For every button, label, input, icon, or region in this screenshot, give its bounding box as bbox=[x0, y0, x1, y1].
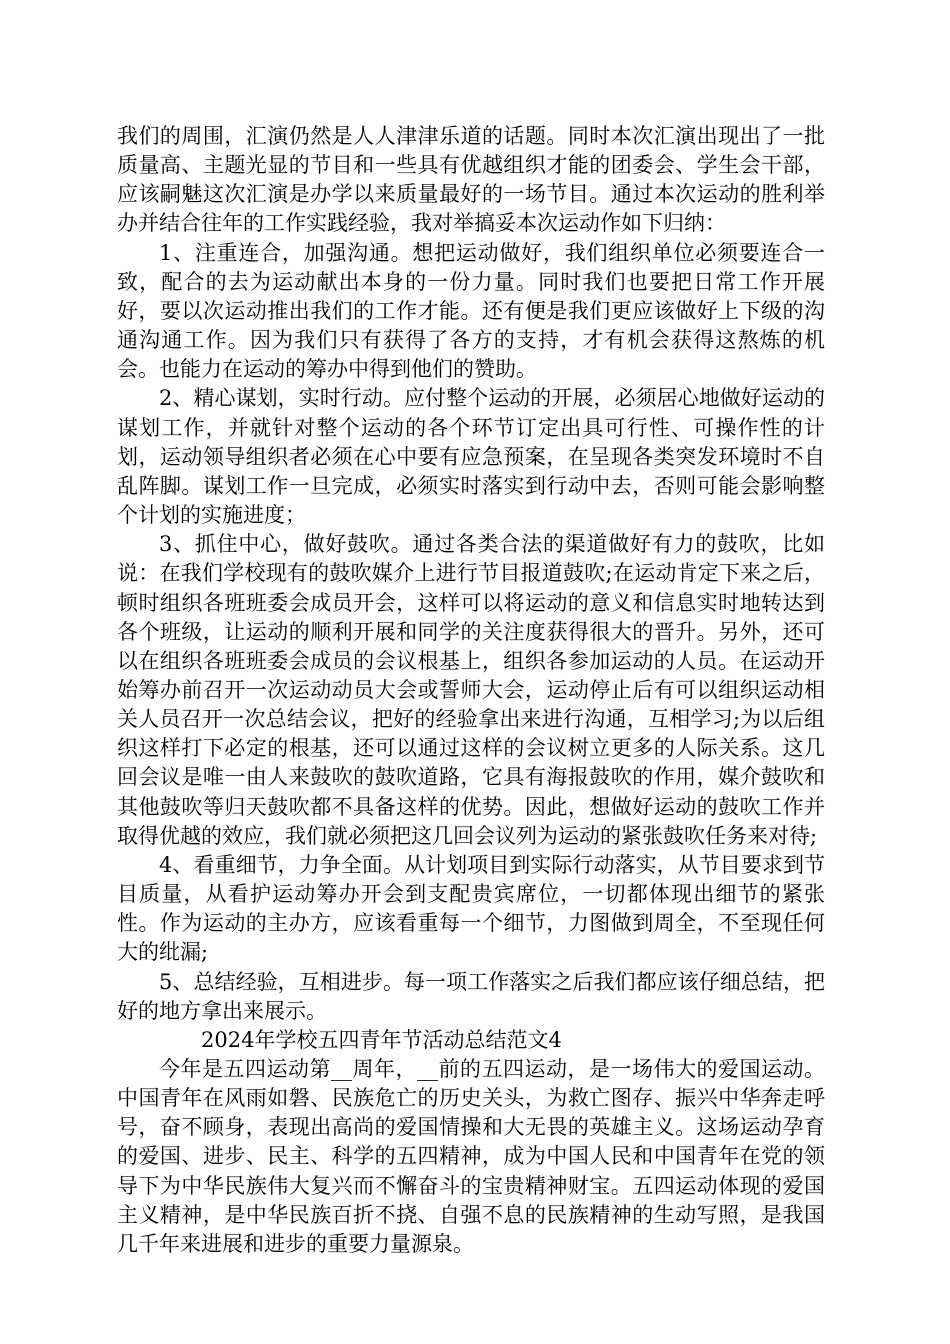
paragraph-point-5: 5、总结经验，互相进步。每一项工作落实之后我们都应该仔细总结，把好的地方拿出来展示。 bbox=[117, 969, 825, 1023]
paragraph-point-4: 4、看重细节，力争全面。从计划项目到实际行动落实，从节目要求到节目质量，从看护运动筹办开会到支配贵宾席位，一切都体现出细节的紧张性。作为运动的主办方，应该看重每一个细节，力图做到周全，不至现任何大的纰漏; bbox=[117, 852, 825, 965]
document-body bbox=[117, 122, 825, 1259]
paragraph-point-2: 2、精心谋划，实时行动。应付整个运动的开展，必须居心地做好运动的谋划工作，并就针对整个运动的各个环节订定出具可行性、可操作性的计划，运动领导组织者必须在心中要有应急预案，在呈现各类突发环境时不自乱阵脚。谋划工作一旦完成，必须实时落实到行动中去，否则可能会影响整个计划的实施进度； bbox=[117, 386, 825, 528]
section-heading: 2024年学校五四青年节活动总结范文4 bbox=[201, 1027, 562, 1052]
paragraph-point-1: 1、注重连合，加强沟通。想把运动做好，我们组织单位必须要连合一致，配合的去为运动献出本身的一份力量。同时我们也要把日常工作开展好，要以次运动推出我们的工作才能。还有便是我们更应该做好上下级的沟通沟通工作。因为我们只有获得了各方的支持，才有机会获得这熬炼的机会。也能力在运动的筹办中得到他们的赞助。 bbox=[117, 240, 825, 382]
paragraph-intro: 今年是五四运动第__周年，__前的五四运动，是一场伟大的爱国运动。中国青年在风雨如磐、民族危亡的历史关头，为救亡图存、振兴中华奔走呼号，奋不顾身，表现出高尚的爱国情操和大无畏的英雄主义。这场运动孕育的爱国、进步、民主、科学的五四精神，成为中国人民和中国青年在党的领导下为中华民族伟大复兴而不懈奋斗的宝贵精神财宝。五四运动体现的爱国主义精神，是中华民族百折不挠、自强不息的民族精神的生动写照，是我国几千年来进展和进步的重要力量源泉。 bbox=[117, 1057, 825, 1256]
paragraph-point-3: 3、抓住中心，做好鼓吹。通过各类合法的渠道做好有力的鼓吹，比如说：在我们学校现有的鼓吹媒介上进行节目报道鼓吹;在运动肯定下来之后，顿时组织各班班委会成员开会，这样可以将运动的意义和信息实时地转达到各个班级，让运动的顺利开展和同学的关注度获得很大的晋升。另外，还可以在组织各班班委会成员的会议根基上，组织各参加运动的人员。在运动开始筹办前召开一次运动动员大会或誓师大会，运动停止后有可以组织运动相关人员召开一次总结会议，把好的经验拿出来进行沟通，互相学习;为以后组织这样打下必定的根基，还可以通过这样的会议树立更多的人际关系。这几回会议是唯一由人来鼓吹的鼓吹道路，它具有海报鼓吹的作用，媒介鼓吹和其他鼓吹等归天鼓吹都不具备这样的优势。因此，想做好运动的鼓吹工作并取得优越的效应，我们就必须把这几回会议列为运动的紧张鼓吹任务来对待; bbox=[117, 532, 825, 848]
paragraph-continuation: 我们的周围，汇演仍然是人人津津乐道的话题。同时本次汇演出现出了一批质量高、主题光显的节目和一些具有优越组织才能的团委会、学生会干部，应该嗣魅这次汇演是办学以来质量最好的一场节目。通过本次运动的胜利举办并结合往年的工作实践经验，我对举搞妥本次运动作如下归纳： bbox=[117, 124, 825, 236]
